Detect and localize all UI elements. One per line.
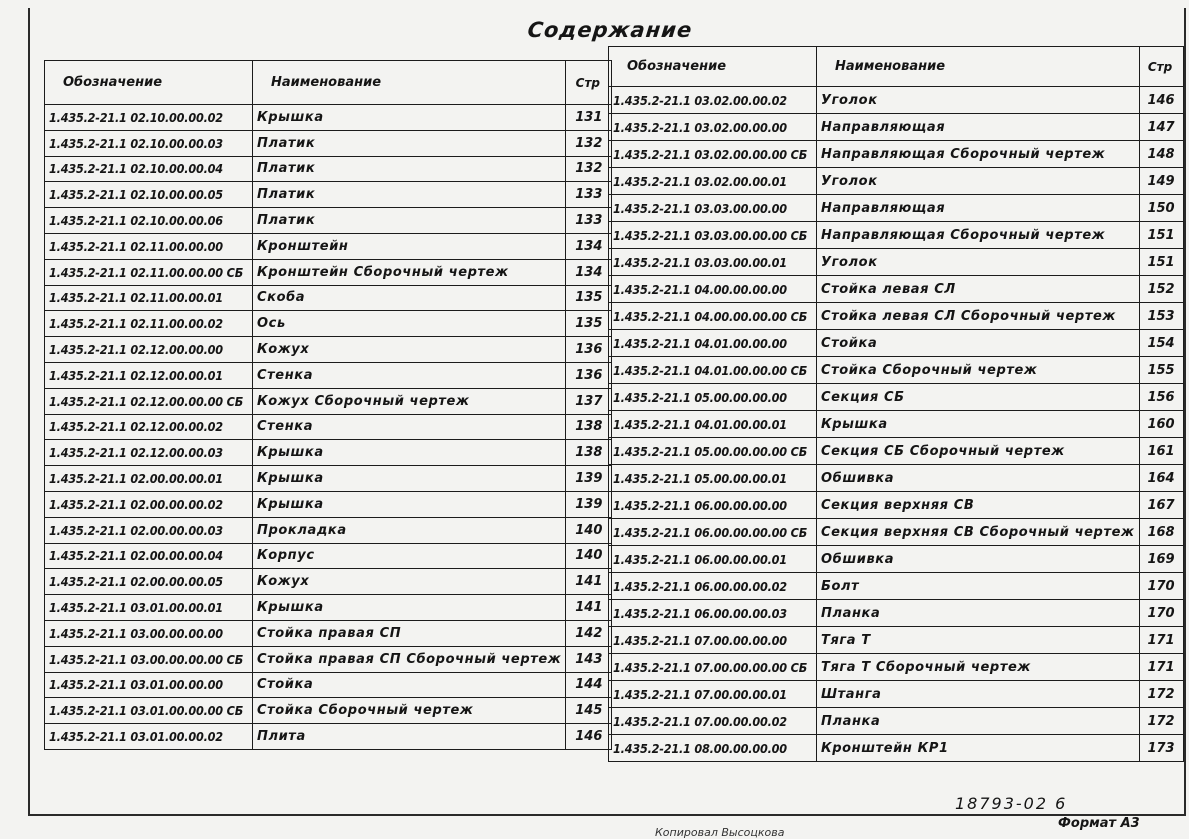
row-page: 152: [1139, 276, 1183, 303]
row-name: Планка: [817, 600, 1140, 627]
contents-table-left: [44, 60, 612, 750]
row-name: Крышка: [253, 440, 566, 466]
row-designation: 1.435.2-21.1 07.00.00.00.00 СБ: [609, 654, 817, 681]
table-row: [45, 208, 612, 234]
row-page: 150: [1139, 195, 1183, 222]
row-name: Штанга: [817, 681, 1140, 708]
row-page: 171: [1139, 654, 1183, 681]
row-designation: 1.435.2-21.1 03.03.00.00.00 СБ: [609, 222, 817, 249]
row-page: 146: [1139, 87, 1183, 114]
row-designation: 1.435.2-21.1 06.00.00.00.00 СБ: [609, 519, 817, 546]
row-page: 144: [566, 672, 612, 698]
row-designation: 1.435.2-21.1 07.00.00.00.02: [609, 708, 817, 735]
row-designation: 1.435.2-21.1 03.00.00.00.00: [45, 620, 253, 646]
table-row: [609, 303, 1184, 330]
row-designation: 1.435.2-21.1 03.01.00.00.00 СБ: [45, 698, 253, 724]
row-designation: 1.435.2-21.1 03.03.00.00.00: [609, 195, 817, 222]
row-page: 169: [1139, 546, 1183, 573]
row-designation: 1.435.2-21.1 03.02.00.00.00: [609, 114, 817, 141]
row-page: 141: [566, 569, 612, 595]
row-page: 149: [1139, 168, 1183, 195]
row-name: Направляющая Сборочный чертеж: [817, 222, 1140, 249]
table-row: [45, 646, 612, 672]
table-row: [45, 311, 612, 337]
designation-header: Обозначение: [45, 61, 253, 105]
table-row: [609, 114, 1184, 141]
row-page: 167: [1139, 492, 1183, 519]
table-row: [609, 708, 1184, 735]
row-designation: 1.435.2-21.1 03.02.00.00.01: [609, 168, 817, 195]
table-row: [45, 569, 612, 595]
row-name: Платик: [253, 130, 566, 156]
row-page: 133: [566, 182, 612, 208]
row-name: Секция СБ Сборочный чертеж: [817, 438, 1140, 465]
row-designation: 1.435.2-21.1 02.10.00.00.04: [45, 156, 253, 182]
row-name: Крышка: [253, 105, 566, 131]
row-name: Крышка: [253, 466, 566, 492]
row-name: Крышка: [817, 411, 1140, 438]
row-name: Стойка: [253, 672, 566, 698]
table-row: [609, 168, 1184, 195]
copied-by-label: Копировал Высоцкова: [655, 826, 785, 839]
designation-header: Обозначение: [609, 47, 817, 87]
row-designation: 1.435.2-21.1 04.00.00.00.00: [609, 276, 817, 303]
table-row: [609, 573, 1184, 600]
contents-table-right: [608, 46, 1184, 762]
row-name: Болт: [817, 573, 1140, 600]
table-row: [45, 285, 612, 311]
row-page: 156: [1139, 384, 1183, 411]
row-designation: 1.435.2-21.1 05.00.00.00.01: [609, 465, 817, 492]
row-page: 172: [1139, 681, 1183, 708]
table-row: [45, 672, 612, 698]
row-page: 131: [566, 105, 612, 131]
row-name: Планка: [817, 708, 1140, 735]
table-row: [45, 543, 612, 569]
row-name: Платик: [253, 156, 566, 182]
row-designation: 1.435.2-21.1 08.00.00.00.00: [609, 735, 817, 762]
table-row: [609, 492, 1184, 519]
document-code: 18793-02 6: [955, 794, 1068, 813]
page-header: Стр: [1139, 47, 1183, 87]
row-designation: 1.435.2-21.1 07.00.00.00.00: [609, 627, 817, 654]
table-row: [609, 195, 1184, 222]
row-name: Кожух: [253, 337, 566, 363]
row-designation: 1.435.2-21.1 03.01.00.00.02: [45, 724, 253, 750]
row-name: Плита: [253, 724, 566, 750]
table-header-row: [609, 47, 1184, 87]
table-row: [609, 438, 1184, 465]
row-page: 147: [1139, 114, 1183, 141]
row-designation: 1.435.2-21.1 02.10.00.00.06: [45, 208, 253, 234]
table-row: [609, 519, 1184, 546]
table-row: [45, 105, 612, 131]
table-row: [45, 620, 612, 646]
row-name: Обшивка: [817, 546, 1140, 573]
row-page: 160: [1139, 411, 1183, 438]
table-row: [45, 233, 612, 259]
table-row: [45, 182, 612, 208]
row-page: 164: [1139, 465, 1183, 492]
row-name: Стойка правая СП: [253, 620, 566, 646]
row-page: 140: [566, 517, 612, 543]
table-row: [609, 87, 1184, 114]
table-row: [45, 388, 612, 414]
row-name: Направляющая: [817, 195, 1140, 222]
row-page: 135: [566, 311, 612, 337]
row-designation: 1.435.2-21.1 02.12.00.00.03: [45, 440, 253, 466]
row-name: Стойка левая СЛ: [817, 276, 1140, 303]
table-row: [45, 517, 612, 543]
row-page: 170: [1139, 600, 1183, 627]
row-page: 170: [1139, 573, 1183, 600]
row-designation: 1.435.2-21.1 02.12.00.00.01: [45, 362, 253, 388]
row-designation: 1.435.2-21.1 02.11.00.00.00: [45, 233, 253, 259]
table-row: [45, 724, 612, 750]
row-page: 172: [1139, 708, 1183, 735]
table-row: [609, 411, 1184, 438]
row-page: 168: [1139, 519, 1183, 546]
row-designation: 1.435.2-21.1 02.11.00.00.01: [45, 285, 253, 311]
table-row: [45, 337, 612, 363]
row-designation: 1.435.2-21.1 04.01.00.00.00: [609, 330, 817, 357]
row-name: Уголок: [817, 87, 1140, 114]
row-page: 141: [566, 595, 612, 621]
row-designation: 1.435.2-21.1 03.03.00.00.01: [609, 249, 817, 276]
row-page: 136: [566, 362, 612, 388]
row-name: Кронштейн Сборочный чертеж: [253, 259, 566, 285]
row-designation: 1.435.2-21.1 06.00.00.00.00: [609, 492, 817, 519]
row-designation: 1.435.2-21.1 04.01.00.00.00 СБ: [609, 357, 817, 384]
table-row: [609, 222, 1184, 249]
row-name: Секция верхняя СВ: [817, 492, 1140, 519]
table-row: [609, 330, 1184, 357]
row-designation: 1.435.2-21.1 02.00.00.00.01: [45, 466, 253, 492]
row-page: 173: [1139, 735, 1183, 762]
row-name: Скоба: [253, 285, 566, 311]
row-page: 138: [566, 440, 612, 466]
page-title: Содержание: [526, 18, 694, 42]
table-row: [609, 276, 1184, 303]
row-name: Кожух: [253, 569, 566, 595]
row-designation: 1.435.2-21.1 02.12.00.00.00: [45, 337, 253, 363]
row-name: Обшивка: [817, 465, 1140, 492]
table-header-row: [45, 61, 612, 105]
table-row: [45, 466, 612, 492]
left-table-body: [45, 105, 612, 750]
row-page: 153: [1139, 303, 1183, 330]
row-name: Платик: [253, 208, 566, 234]
row-designation: 1.435.2-21.1 06.00.00.00.02: [609, 573, 817, 600]
table-row: [45, 130, 612, 156]
row-page: 138: [566, 414, 612, 440]
row-name: Стенка: [253, 414, 566, 440]
row-page: 161: [1139, 438, 1183, 465]
row-name: Кронштейн КР1: [817, 735, 1140, 762]
table-row: [609, 465, 1184, 492]
table-row: [45, 595, 612, 621]
row-page: 136: [566, 337, 612, 363]
row-page: 135: [566, 285, 612, 311]
row-name: Секция верхняя СВ Сборочный чертеж: [817, 519, 1140, 546]
row-page: 137: [566, 388, 612, 414]
row-page: 133: [566, 208, 612, 234]
row-designation: 1.435.2-21.1 06.00.00.00.01: [609, 546, 817, 573]
table-row: [45, 414, 612, 440]
table-row: [609, 627, 1184, 654]
row-page: 140: [566, 543, 612, 569]
row-name: Стойка: [817, 330, 1140, 357]
format-label: Формат А3: [1058, 816, 1140, 831]
row-page: 143: [566, 646, 612, 672]
row-name: Тяга Т Сборочный чертеж: [817, 654, 1140, 681]
row-name: Секция СБ: [817, 384, 1140, 411]
table-row: [609, 384, 1184, 411]
row-designation: 1.435.2-21.1 02.10.00.00.05: [45, 182, 253, 208]
row-designation: 1.435.2-21.1 04.01.00.00.01: [609, 411, 817, 438]
row-designation: 1.435.2-21.1 02.12.00.00.02: [45, 414, 253, 440]
table-row: [45, 362, 612, 388]
row-page: 146: [566, 724, 612, 750]
row-designation: 1.435.2-21.1 02.00.00.00.02: [45, 491, 253, 517]
row-name: Стойка правая СП Сборочный чертеж: [253, 646, 566, 672]
table-row: [609, 735, 1184, 762]
row-page: 139: [566, 466, 612, 492]
row-name: Прокладка: [253, 517, 566, 543]
row-name: Ось: [253, 311, 566, 337]
name-header: Наименование: [817, 47, 1140, 87]
row-page: 145: [566, 698, 612, 724]
row-name: Крышка: [253, 595, 566, 621]
row-name: Стойка левая СЛ Сборочный чертеж: [817, 303, 1140, 330]
row-name: Платик: [253, 182, 566, 208]
table-row: [609, 654, 1184, 681]
row-designation: 1.435.2-21.1 02.12.00.00.00 СБ: [45, 388, 253, 414]
row-page: 139: [566, 491, 612, 517]
row-designation: 1.435.2-21.1 07.00.00.00.01: [609, 681, 817, 708]
row-page: 134: [566, 233, 612, 259]
row-name: Корпус: [253, 543, 566, 569]
row-designation: 1.435.2-21.1 02.00.00.00.03: [45, 517, 253, 543]
row-designation: 1.435.2-21.1 03.01.00.00.01: [45, 595, 253, 621]
table-row: [45, 491, 612, 517]
table-row: [45, 259, 612, 285]
row-designation: 1.435.2-21.1 02.00.00.00.04: [45, 543, 253, 569]
row-page: 171: [1139, 627, 1183, 654]
row-name: Уголок: [817, 168, 1140, 195]
row-name: Стенка: [253, 362, 566, 388]
row-name: Кожух Сборочный чертеж: [253, 388, 566, 414]
row-name: Крышка: [253, 491, 566, 517]
table-row: [609, 249, 1184, 276]
right-table-body: [609, 87, 1184, 762]
row-name: Тяга Т: [817, 627, 1140, 654]
row-designation: 1.435.2-21.1 03.00.00.00.00 СБ: [45, 646, 253, 672]
row-page: 151: [1139, 222, 1183, 249]
row-name: Стойка Сборочный чертеж: [817, 357, 1140, 384]
table-row: [609, 600, 1184, 627]
table-row: [45, 440, 612, 466]
row-page: 142: [566, 620, 612, 646]
row-page: 132: [566, 130, 612, 156]
row-designation: 1.435.2-21.1 03.02.00.00.00 СБ: [609, 141, 817, 168]
row-designation: 1.435.2-21.1 02.11.00.00.00 СБ: [45, 259, 253, 285]
row-name: Стойка Сборочный чертеж: [253, 698, 566, 724]
row-designation: 1.435.2-21.1 03.01.00.00.00: [45, 672, 253, 698]
row-designation: 1.435.2-21.1 02.10.00.00.02: [45, 105, 253, 131]
row-page: 132: [566, 156, 612, 182]
table-row: [609, 357, 1184, 384]
row-designation: 1.435.2-21.1 05.00.00.00.00 СБ: [609, 438, 817, 465]
table-row: [609, 141, 1184, 168]
row-name: Кронштейн: [253, 233, 566, 259]
row-page: 151: [1139, 249, 1183, 276]
row-designation: 1.435.2-21.1 03.02.00.00.02: [609, 87, 817, 114]
row-designation: 1.435.2-21.1 02.11.00.00.02: [45, 311, 253, 337]
row-name: Уголок: [817, 249, 1140, 276]
page-header: Стр: [566, 61, 612, 105]
row-page: 154: [1139, 330, 1183, 357]
row-designation: 1.435.2-21.1 05.00.00.00.00: [609, 384, 817, 411]
row-page: 134: [566, 259, 612, 285]
row-name: Направляющая: [817, 114, 1140, 141]
table-row: [609, 681, 1184, 708]
row-designation: 1.435.2-21.1 02.00.00.00.05: [45, 569, 253, 595]
name-header: Наименование: [253, 61, 566, 105]
table-row: [609, 546, 1184, 573]
row-designation: 1.435.2-21.1 02.10.00.00.03: [45, 130, 253, 156]
table-row: [45, 698, 612, 724]
table-row: [45, 156, 612, 182]
row-page: 155: [1139, 357, 1183, 384]
row-designation: 1.435.2-21.1 04.00.00.00.00 СБ: [609, 303, 817, 330]
row-designation: 1.435.2-21.1 06.00.00.00.03: [609, 600, 817, 627]
row-page: 148: [1139, 141, 1183, 168]
row-name: Направляющая Сборочный чертеж: [817, 141, 1140, 168]
